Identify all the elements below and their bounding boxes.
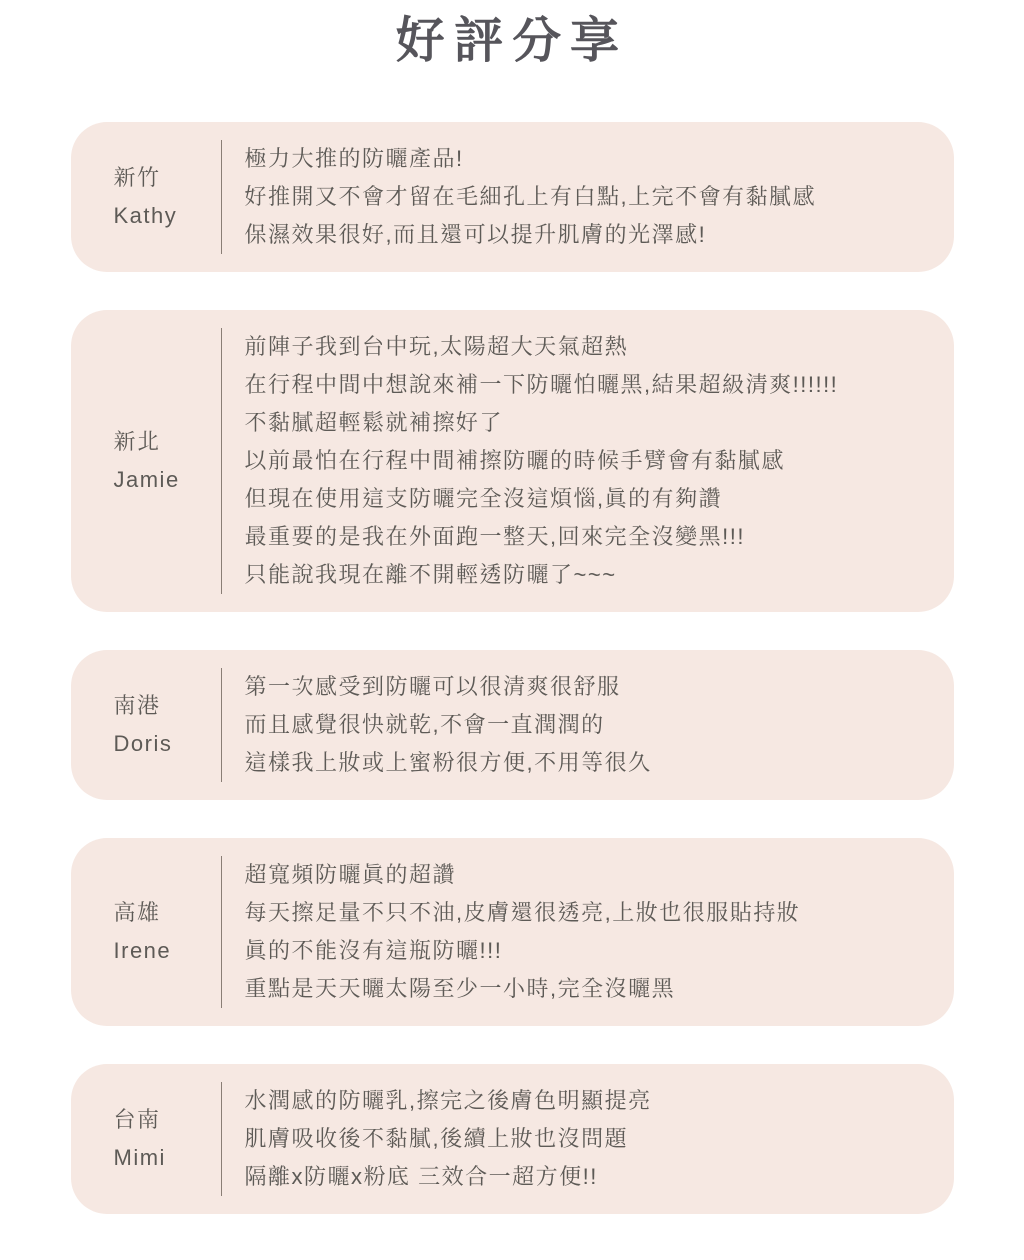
review-card — [71, 838, 954, 1026]
reviewer-name: Mimi — [113, 1145, 166, 1170]
reviewer — [114, 668, 221, 782]
review-line: 隔離x防曬x粉底 三效合一超方便!! — [244, 1164, 598, 1189]
reviewer — [114, 140, 221, 254]
review-line: 第一次感受到防曬可以很清爽很舒服 — [244, 674, 621, 699]
review-line: 重點是天天曬太陽至少一小時,完全沒曬黑 — [244, 976, 676, 1001]
review-line: 前陣子我到台中玩,太陽超大天氣超熱 — [244, 334, 629, 359]
review-line: 肌膚吸收後不黏膩,後續上妝也沒問題 — [244, 1126, 629, 1151]
review-text — [222, 1082, 918, 1196]
review-line: 好推開又不會才留在毛細孔上有白點,上完不會有黏膩感 — [244, 184, 817, 209]
reviewer-location: 南港 — [113, 693, 161, 718]
review-line: 每天擦足量不只不油,皮膚還很透亮,上妝也很服貼持妝 — [244, 900, 801, 925]
reviewer-name: Irene — [113, 938, 172, 963]
review-text — [222, 140, 918, 254]
review-list — [71, 122, 954, 1214]
review-card — [71, 310, 954, 612]
review-text — [222, 328, 918, 594]
review-line: 水潤感的防曬乳,擦完之後膚色明顯提亮 — [244, 1088, 652, 1113]
reviewer-location: 新竹 — [113, 165, 161, 190]
reviewer — [114, 1082, 221, 1196]
review-line: 只能說我現在離不開輕透防曬了~~~ — [244, 562, 617, 587]
review-card — [71, 1064, 954, 1214]
review-line: 但現在使用這支防曬完全沒這煩惱,眞的有夠讚 — [244, 486, 723, 511]
reviewer-location: 新北 — [113, 429, 161, 454]
review-line: 保濕效果很好,而且還可以提升肌膚的光澤感! — [244, 222, 707, 247]
review-card — [71, 122, 954, 272]
review-line: 超寬頻防曬眞的超讚 — [244, 862, 457, 887]
review-line: 這樣我上妝或上蜜粉很方便,不用等很久 — [244, 750, 652, 775]
review-line: 以前最怕在行程中間補擦防曬的時候手臂會有黏膩感 — [244, 448, 786, 473]
review-line: 極力大推的防曬產品! — [244, 146, 464, 171]
review-line: 在行程中間中想說來補一下防曬怕曬黑,結果超級清爽!!!!!! — [244, 372, 839, 397]
reviewer-name: Kathy — [113, 203, 178, 228]
reviewer-name: Jamie — [113, 467, 180, 492]
review-line: 而且感覺很快就乾,不會一直潤潤的 — [244, 712, 605, 737]
review-line: 最重要的是我在外面跑一整天,回來完全沒變黑!!! — [244, 524, 745, 549]
reviewer — [114, 856, 221, 1008]
review-line: 不黏膩超輕鬆就補擦好了 — [244, 410, 504, 435]
review-line: 眞的不能沒有這瓶防曬!!! — [244, 938, 503, 963]
page-title: 好評分享 — [395, 11, 628, 69]
review-text — [222, 856, 918, 1008]
reviewer-location: 台南 — [113, 1107, 161, 1132]
reviewer-name: Doris — [113, 731, 173, 756]
reviewer — [114, 328, 221, 594]
reviewer-location: 高雄 — [113, 900, 161, 925]
review-card — [71, 650, 954, 800]
review-text — [222, 668, 918, 782]
